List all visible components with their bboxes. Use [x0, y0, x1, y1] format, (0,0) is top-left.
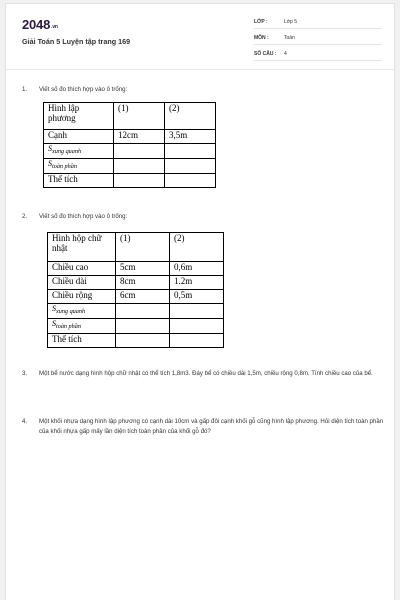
- table-header-row: [44, 103, 216, 130]
- table-row: [44, 159, 216, 174]
- table-row: [48, 276, 224, 290]
- table-row: [48, 334, 224, 348]
- table-row: [48, 290, 224, 304]
- table-cell: [116, 319, 170, 334]
- symbol-s: S: [48, 159, 52, 168]
- table-cell: 3,5m: [165, 130, 216, 144]
- table-cell: [165, 174, 216, 188]
- question-number: 2.: [22, 213, 28, 220]
- table-cell: 8cm: [116, 276, 170, 290]
- table-cell: [165, 144, 216, 159]
- header-divider: [6, 69, 394, 70]
- question-text: Viết số đo thích hợp vào ô trống:: [39, 213, 128, 220]
- row-label-symbol: [48, 304, 116, 319]
- worksheet-page: [5, 3, 395, 600]
- cube-table: [43, 102, 216, 188]
- question-text: Một khối nhựa dạng hình lập phương có cạnh dài 10cm và gấp đôi cạnh khối gỗ cũng hình lập phương. Hỏi diện tích toàn phần của khối nhựa gấp mấy lần diện tích toàn phần của khối gỗ đó?: [39, 418, 384, 435]
- table-row: [44, 144, 216, 159]
- table-cell: 0,5m: [170, 290, 224, 304]
- meta-subject-label: MÔN :: [254, 35, 269, 41]
- logo-tld: .vn: [51, 24, 58, 30]
- table-cell: 1.2m: [170, 276, 224, 290]
- meta-class-value: Lớp 5: [284, 19, 298, 25]
- symbol-s: S: [48, 144, 52, 153]
- table-cell: [114, 174, 165, 188]
- meta-class: [254, 17, 382, 29]
- table-cell: 12cm: [114, 130, 165, 144]
- symbol-subscript: toàn phần: [56, 323, 81, 330]
- table-cell: [170, 334, 224, 348]
- table-row: [44, 130, 216, 144]
- cuboid-table: [47, 232, 224, 348]
- question-text: Một bể nước dạng hình hộp chữ nhật có thể tích 1,8m3. Đáy bể có chiều dài 1,5m, chiều rộng 0,8m. Tính chiều cao của bể.: [39, 370, 373, 377]
- meta-subject-value: Toán: [284, 35, 295, 41]
- meta-subject: [254, 33, 382, 45]
- table-row: [48, 262, 224, 276]
- table-header-cell: (1): [116, 233, 170, 262]
- table-row: [48, 304, 224, 319]
- table-cell: [116, 334, 170, 348]
- question-number: 3.: [22, 370, 28, 377]
- table-cell: [170, 304, 224, 319]
- symbol-s: S: [52, 319, 56, 328]
- table-cell: 0,6m: [170, 262, 224, 276]
- row-label: Chiều cao: [48, 262, 116, 276]
- table-cell: [116, 304, 170, 319]
- question-number: 1.: [22, 86, 28, 93]
- table-header-row: [48, 233, 224, 262]
- table-header-cell: Hình hộp chữ nhật: [48, 233, 116, 262]
- table-header-cell: Hình lập phương: [44, 103, 114, 130]
- row-label-symbol: [44, 159, 114, 174]
- table-cell: [165, 159, 216, 174]
- question-text: Viết số đo thích hợp vào ô trống:: [39, 86, 128, 93]
- table-row: [48, 319, 224, 334]
- meta-class-label: LỚP :: [254, 19, 268, 25]
- table-row: [44, 174, 216, 188]
- row-label-symbol: [44, 144, 114, 159]
- table-cell: 5cm: [116, 262, 170, 276]
- meta-count: [254, 49, 382, 61]
- symbol-subscript: toàn phần: [52, 163, 77, 170]
- table-cell: 6cm: [116, 290, 170, 304]
- row-label-symbol: [48, 319, 116, 334]
- table-cell: [114, 159, 165, 174]
- symbol-subscript: xung quanh: [52, 148, 82, 155]
- table-cell: [114, 144, 165, 159]
- question-number: 4.: [22, 418, 28, 425]
- row-label: Chiều rộng: [48, 290, 116, 304]
- row-label: Thể tích: [44, 174, 114, 188]
- table-header-cell: (1): [114, 103, 165, 130]
- site-logo[interactable]: [22, 17, 58, 32]
- row-label: Cạnh: [44, 130, 114, 144]
- meta-count-value: 4: [284, 51, 287, 57]
- symbol-subscript: xung quanh: [56, 308, 86, 315]
- logo-text: 2048: [22, 17, 51, 32]
- meta-count-label: SỐ CÂU :: [254, 51, 277, 57]
- row-label: Chiều dài: [48, 276, 116, 290]
- row-label: Thể tích: [48, 334, 116, 348]
- page-title: Giải Toán 5 Luyện tập trang 169: [22, 37, 131, 46]
- table-header-cell: (2): [165, 103, 216, 130]
- table-header-cell: (2): [170, 233, 224, 262]
- symbol-s: S: [52, 304, 56, 313]
- table-cell: [170, 319, 224, 334]
